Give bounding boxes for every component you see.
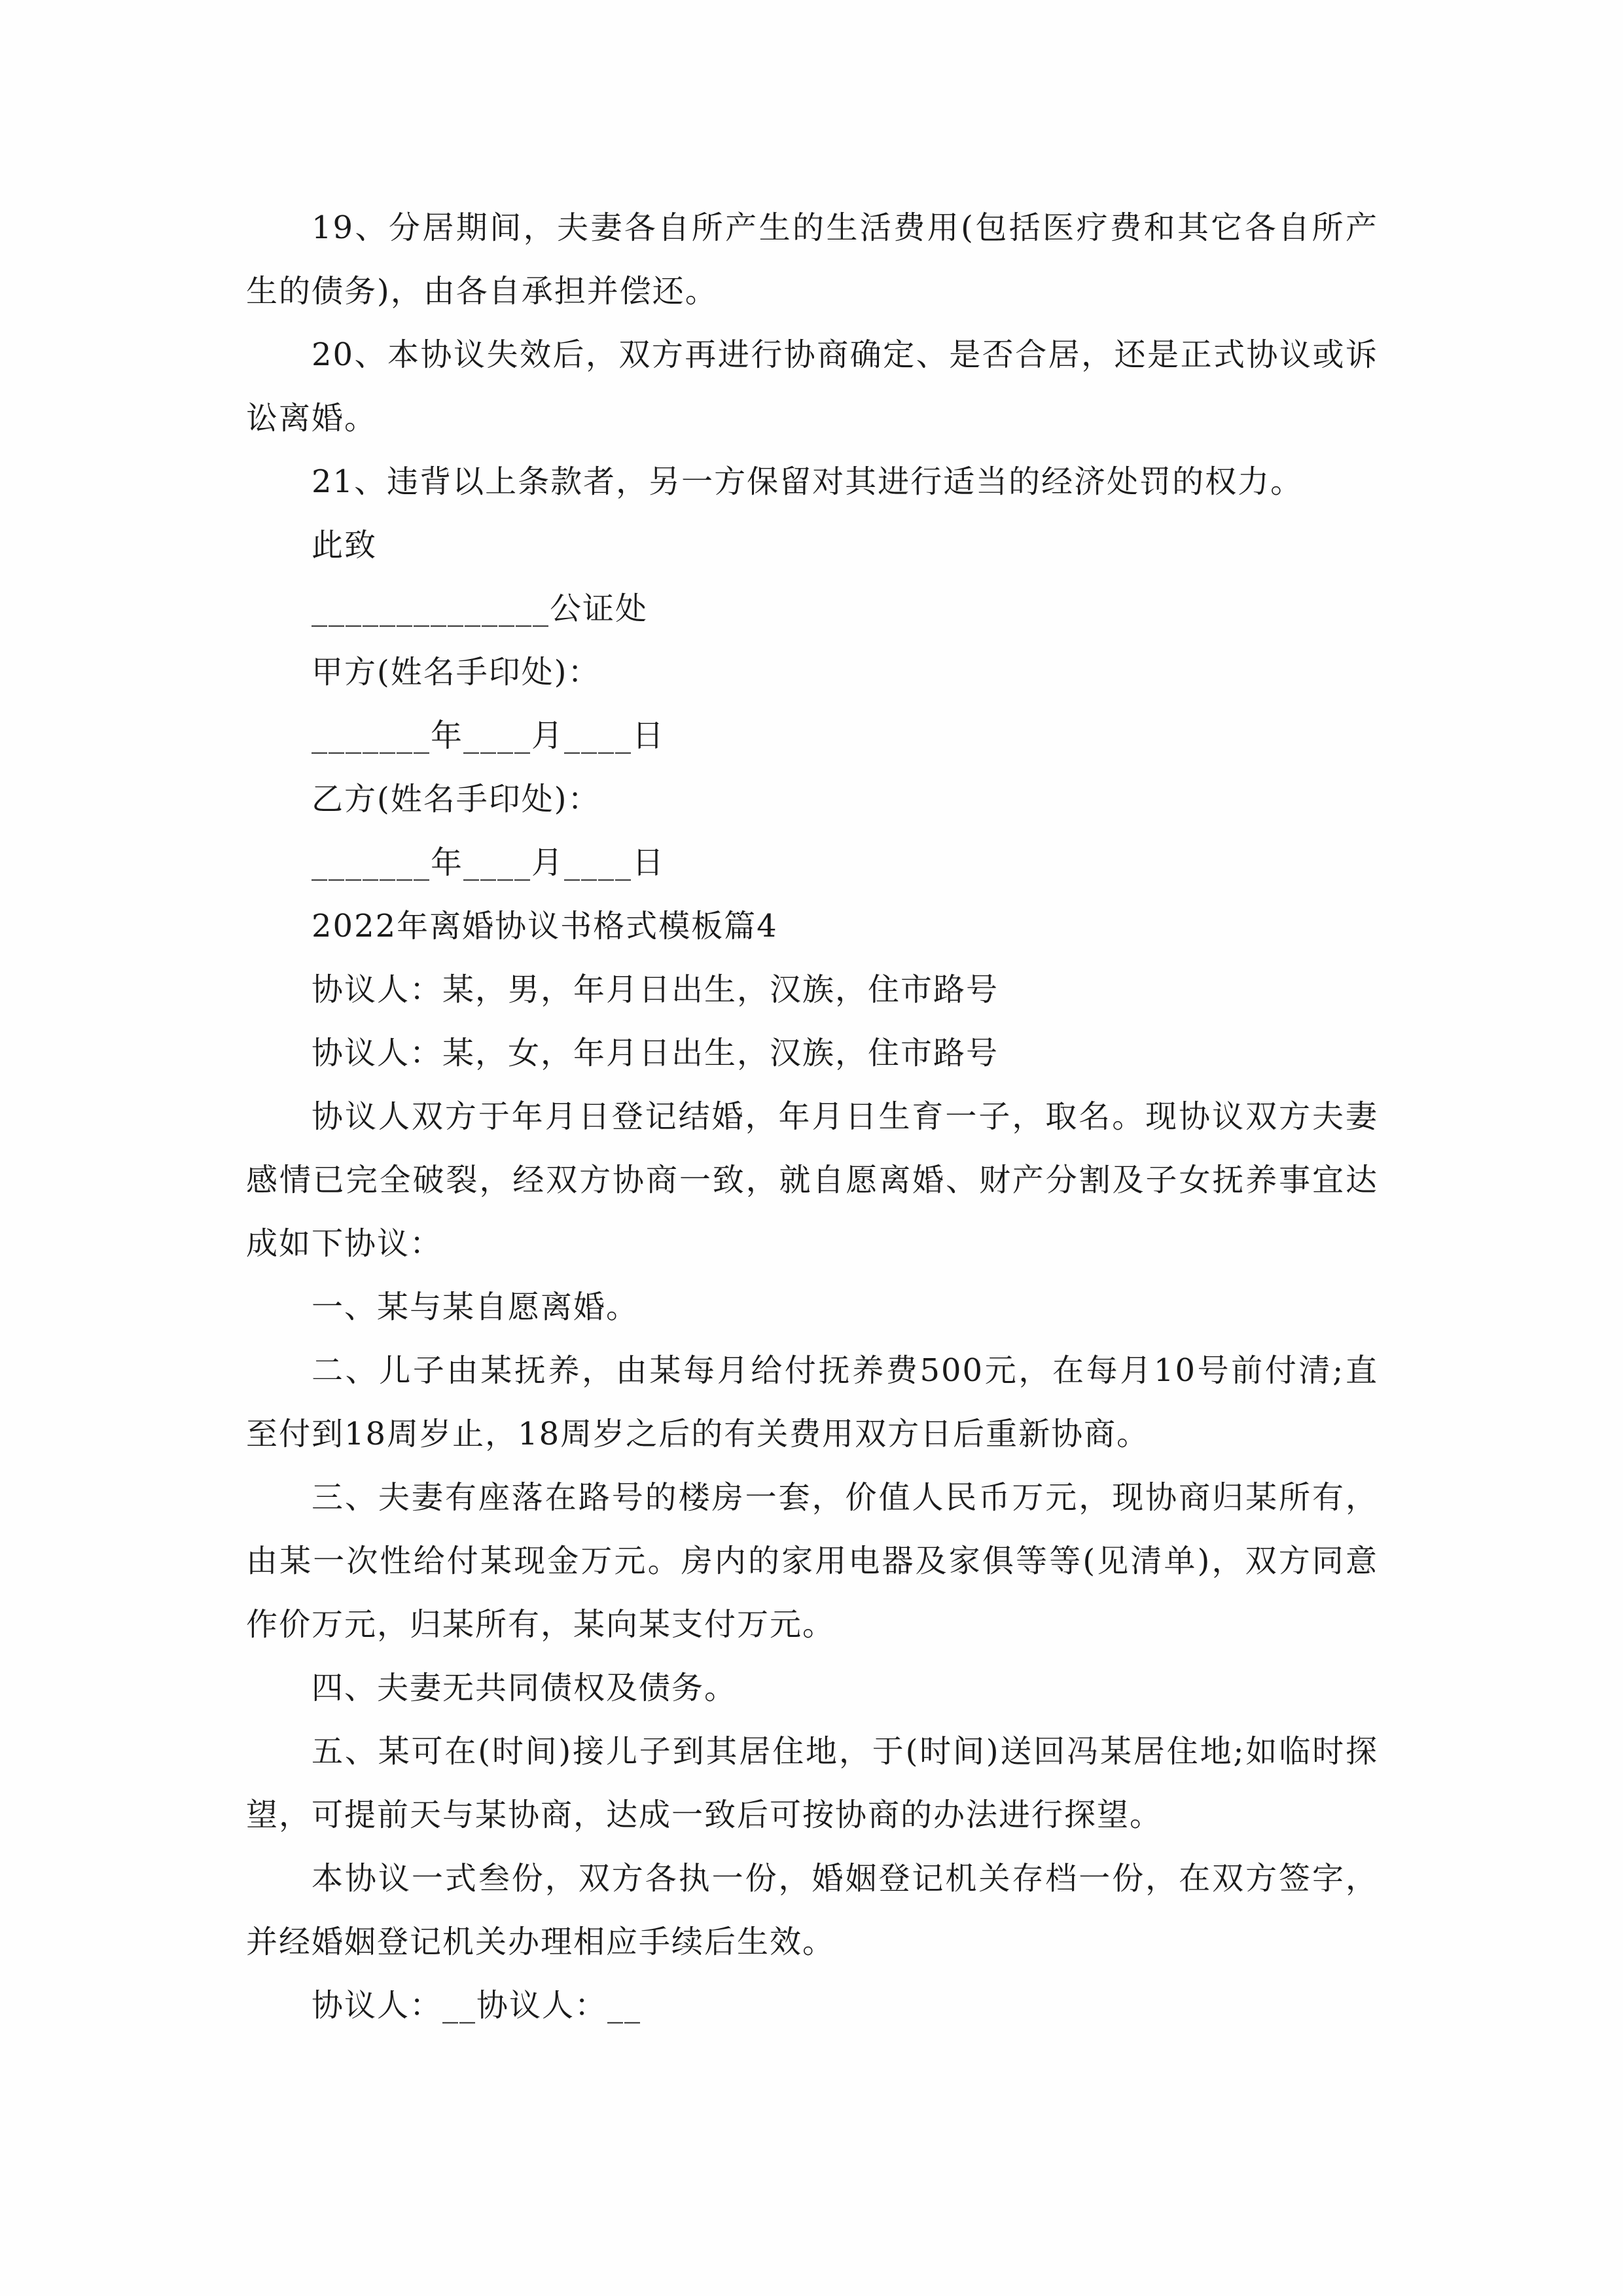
clause-19: 19、分居期间，夫妻各自所产生的生活费用(包括医疗费和其它各自所产生的债务)，由各自承担并偿还。: [246, 209, 1378, 310]
item-5: 五、某可在(时间)接儿子到其居住地，于(时间)送回冯某居住地;如临时探望，可提前天与某协商，达成一致后可按协商的办法进行探望。: [246, 1733, 1378, 1833]
party-b-signature: 乙方(姓名手印处)：: [312, 781, 601, 817]
agreement-intro: 协议人双方于年月日登记结婚，年月日生育一子，取名。现协议双方夫妻感情已完全破裂，经双方协商一致，就自愿离婚、财产分割及子女抚养事宜达成如下协议：: [246, 1098, 1378, 1262]
document-body: [246, 196, 1378, 2037]
item-4: 四、夫妻无共同债权及债务。: [312, 1670, 738, 1706]
party-a-signature: 甲方(姓名手印处)：: [312, 654, 601, 691]
party-female: 协议人：某，女，年月日出生，汉族，住市路号: [312, 1035, 999, 1071]
party-a-date: _______年____月____日: [312, 717, 666, 754]
item-2: 二、儿子由某抚养，由某每月给付抚养费500元，在每月10号前付清;直至付到18周岁止，18周岁之后的有关费用双方日后重新协商。: [246, 1352, 1378, 1452]
party-b-date: _______年____月____日: [312, 844, 666, 881]
item-1: 一、某与某自愿离婚。: [312, 1289, 639, 1325]
item-3: 三、夫妻有座落在路号的楼房一套，价值人民币万元，现协商归某所有，由某一次性给付某现金万元。房内的家用电器及家俱等等(见清单)，双方同意作价万元，归某所有，某向某支付万元。: [246, 1479, 1378, 1643]
section-title: 2022年离婚协议书格式模板篇4: [312, 908, 778, 944]
clause-21: 21、违背以上条款者，另一方保留对其进行适当的经济处罚的权力。: [312, 463, 1304, 500]
salutation: 此致: [312, 527, 378, 564]
signature-line: 协议人：__协议人：__: [312, 1987, 642, 2024]
party-male: 协议人：某，男，年月日出生，汉族，住市路号: [312, 971, 999, 1008]
clause-20: 20、本协议失效后，双方再进行协商确定、是否合居，还是正式协议或诉讼离婚。: [246, 336, 1378, 437]
notary-line: ______________公证处: [312, 590, 649, 627]
copies-clause: 本协议一式叁份，双方各执一份，婚姻登记机关存档一份，在双方签字，并经婚姻登记机关办理相应手续后生效。: [246, 1860, 1378, 1960]
